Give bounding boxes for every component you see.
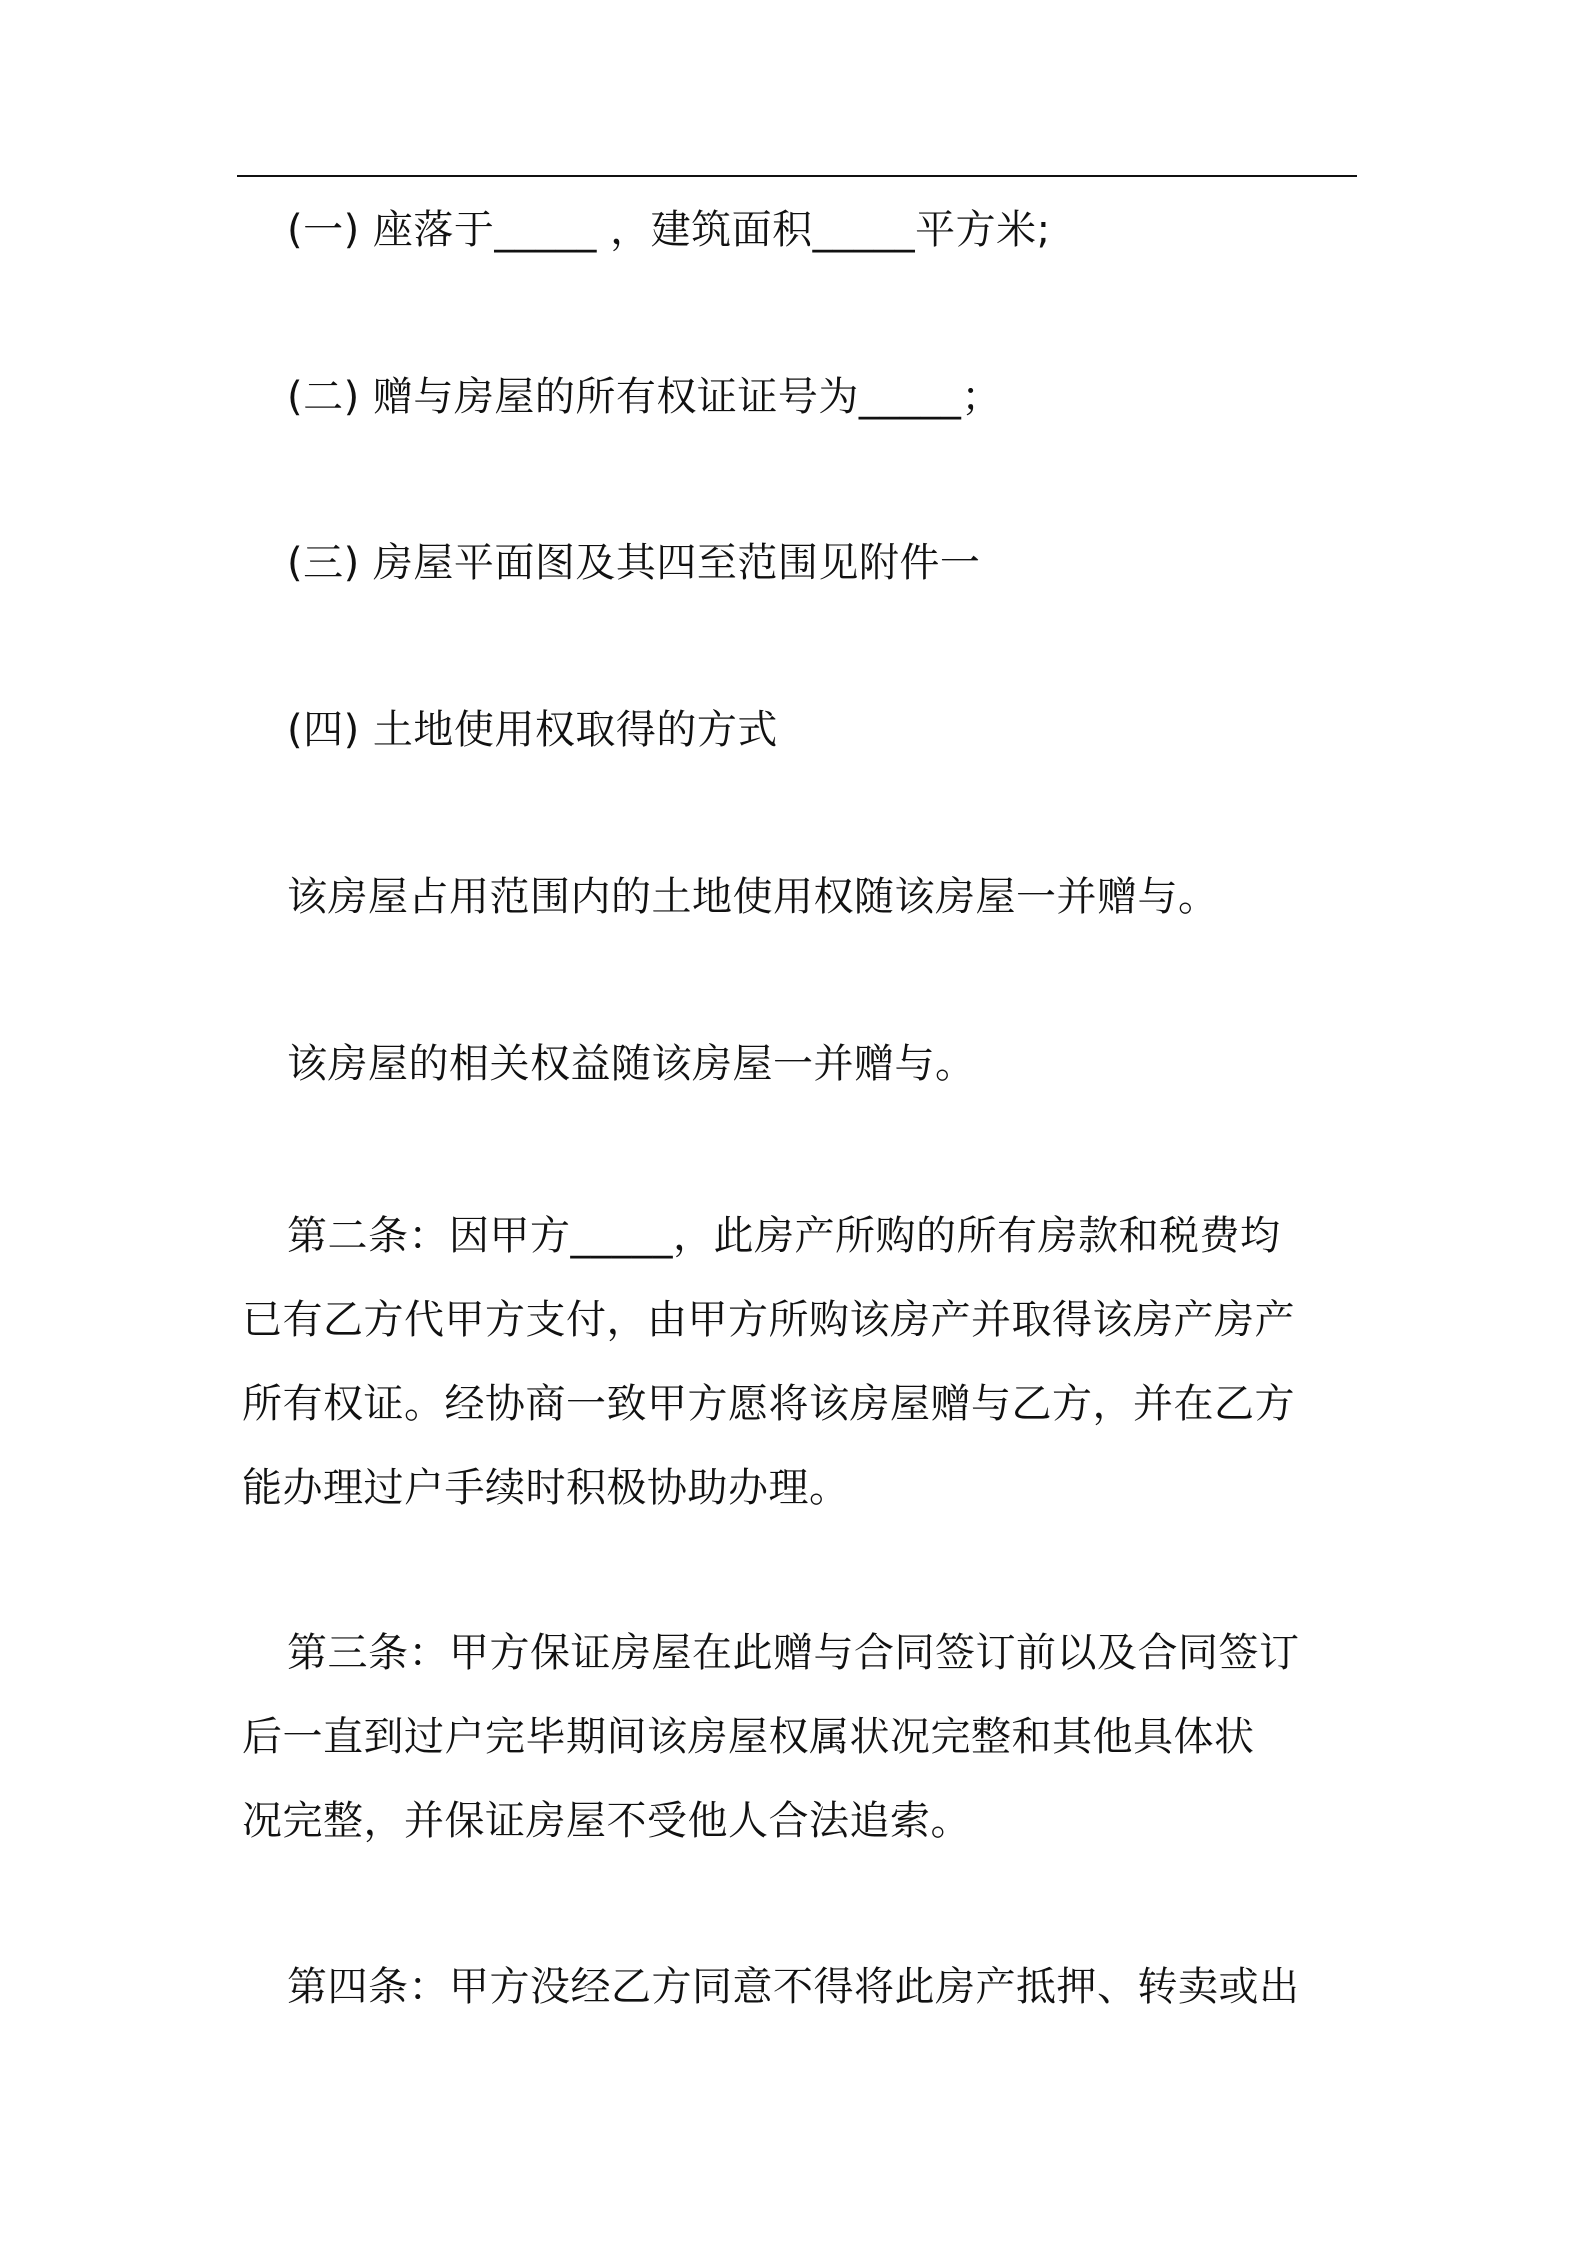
article-3	[242, 1611, 1360, 1863]
paragraph-related-rights: 该房屋的相关权益随该房屋一并赠与。	[287, 1041, 976, 1087]
item-floor-plan: (三) 房屋平面图及其四至范围见附件一	[287, 540, 981, 586]
article-2-line: 所有权证。经协商一致甲方愿将该房屋赠与乙方，并在乙方	[242, 1381, 1295, 1427]
article-3-line: 后一直到过户完毕期间该房屋权属状况完整和其他具体状	[242, 1714, 1255, 1760]
header-rule	[237, 175, 1357, 177]
article-2-line: 能办理过户手续时积极协助办理。	[242, 1465, 850, 1511]
item-certificate-number: (二) 赠与房屋的所有权证证号为_____；	[287, 374, 1002, 420]
article-2	[242, 1194, 1360, 1530]
article-3-line: 第三条：甲方保证房屋在此赠与合同签订前以及合同签订	[287, 1630, 1300, 1676]
item-location-area: (一) 座落于_____ ，建筑面积_____平方米;	[287, 207, 1051, 253]
article-3-line: 况完整，并保证房屋不受他人合法追索。	[242, 1798, 971, 1844]
article-2-line: 已有乙方代甲方支付，由甲方所购该房产并取得该房产房产	[242, 1297, 1295, 1343]
article-4	[242, 1945, 1360, 2029]
paragraph-land-use: 该房屋占用范围内的土地使用权随该房屋一并赠与。	[287, 874, 1219, 920]
article-4-line: 第四条：甲方没经乙方同意不得将此房产抵押、转卖或出	[287, 1964, 1300, 2010]
item-land-use-right: (四) 土地使用权取得的方式	[287, 707, 778, 753]
article-2-line: 第二条：因甲方_____，此房产所购的所有房款和税费均	[287, 1213, 1281, 1259]
